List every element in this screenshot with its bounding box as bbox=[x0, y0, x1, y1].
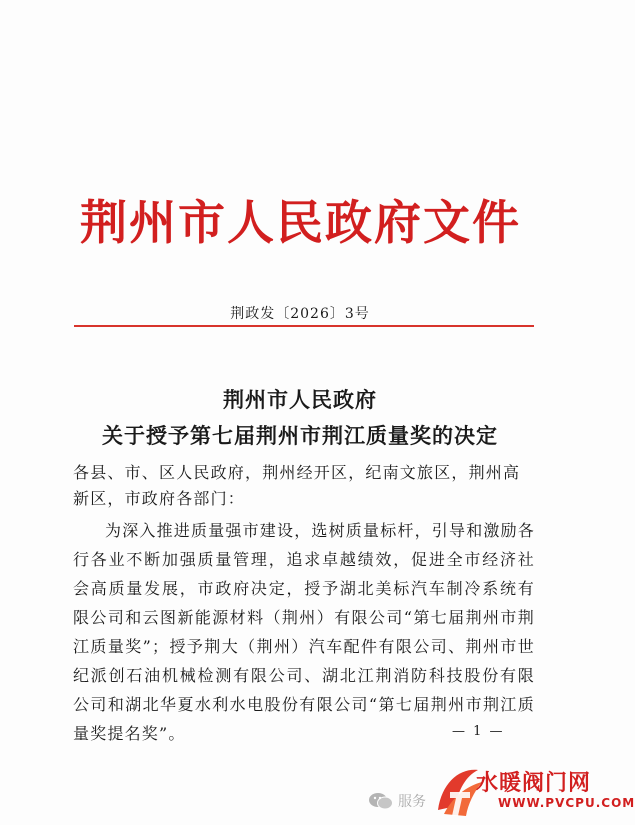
issuer-title: 荆州市人民政府 bbox=[223, 388, 377, 412]
document-header-title: 荆州市人民政府文件 bbox=[80, 196, 521, 251]
wechat-watermark-text: 服务 bbox=[398, 794, 426, 810]
addressee-text: 各县、市、区人民政府，荆州经开区，纪南文旅区，荆州高新区，市政府各部门： bbox=[73, 463, 521, 508]
site-logo-url: WWW.PVCPU.COM bbox=[498, 796, 635, 810]
document-number: 荆政发〔2026〕3号 bbox=[230, 306, 370, 322]
page-number: — 1 — bbox=[452, 724, 505, 739]
decision-title: 关于授予第七届荆州市荆江质量奖的决定 bbox=[102, 424, 498, 448]
body-paragraph: 为深入推进质量强市建设，选树质量标杆，引导和激励各行各业不断加强质量管理，追求卓越绩效，促进全市经济社会高质量发展，市政府决定，授予湖北美标汽车制冷系统有限公司和云图新能源材料（荆州）有限公司“第七届荆州市荆江质量奖”；授予荆大（荆州）汽车配件有限公司、荆州市世纪派创石油机械检测有限公司、湖北江荆消防科技股份有限公司和湖北华夏水利水电股份有限公司“第七届荆州市荆江质量奖提名奖”。 bbox=[73, 521, 536, 743]
red-divider bbox=[74, 325, 534, 327]
site-logo-text: 水暖阀门网 bbox=[476, 771, 592, 796]
wechat-icon bbox=[368, 791, 394, 811]
wechat-watermark bbox=[368, 791, 426, 811]
